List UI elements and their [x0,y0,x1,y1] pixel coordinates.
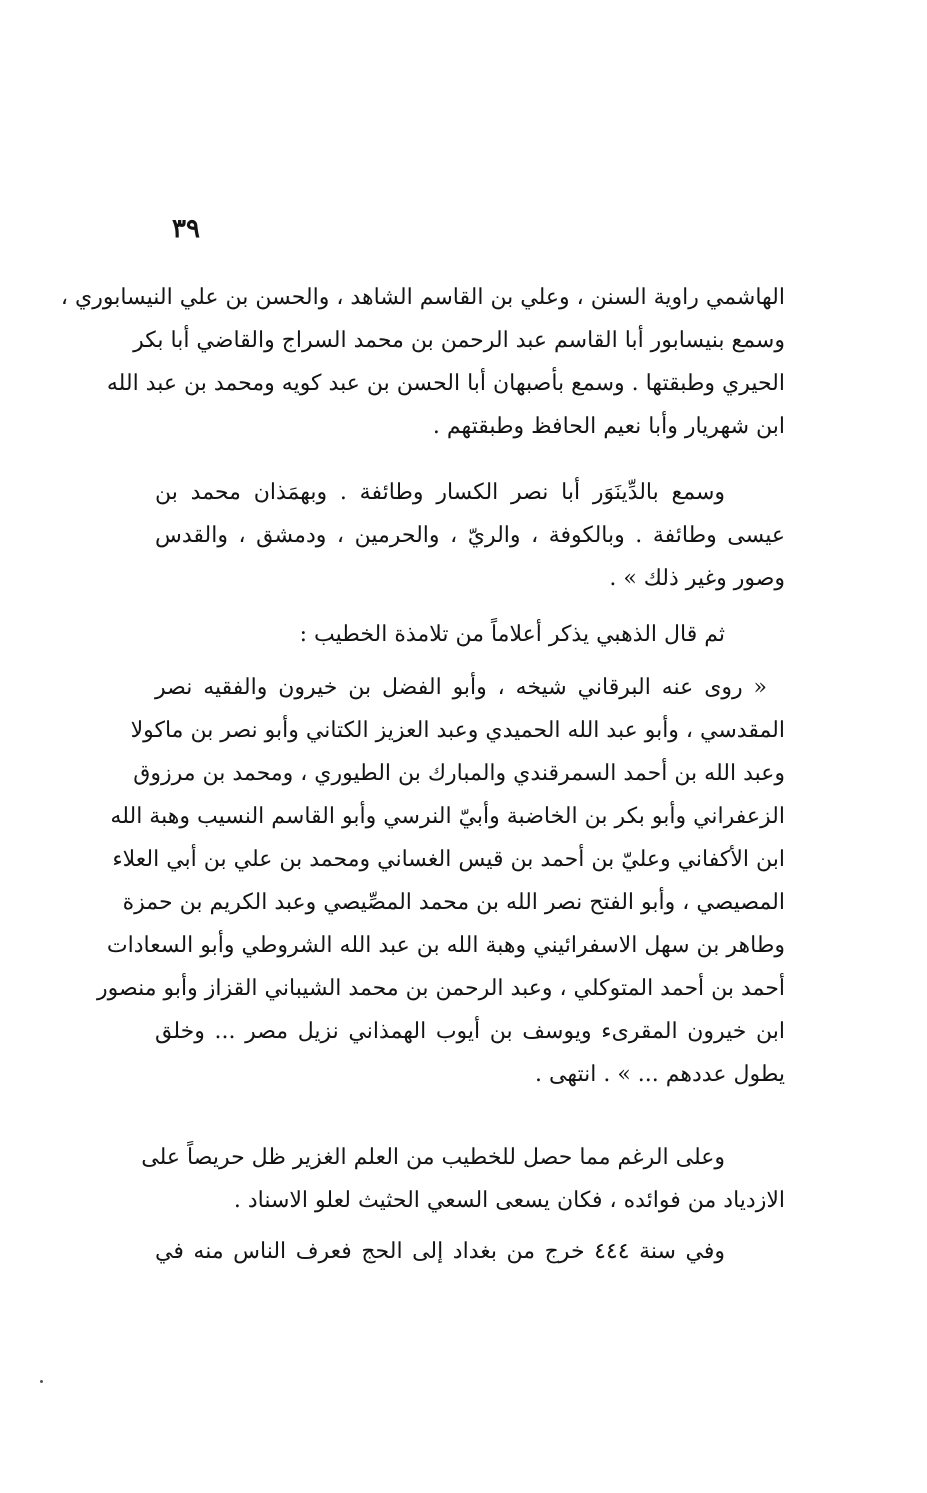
text-line: الازدياد من فوائده ، فكان يسعى السعي الحثيث لعلو الاسناد . [233,1188,785,1213]
text-line: أحمد بن أحمد المتوكلي ، وعبد الرحمن بن محمد الشيباني القزاز وأبو منصور [97,976,785,1001]
text-line: ثم قال الذهبي يذكر أعلاماً من تلامذة الخطيب : [299,622,725,647]
scan-speck [40,1380,43,1383]
text-line: وعلى الرغم مما حصل للخطيب من العلم الغزير ظل حريصاً على [141,1145,725,1170]
paragraph-5 [141,1136,785,1222]
text-line: ابن الأكفاني وعليّ بن أحمد بن قيس الغساني ومحمد بن علي بن أبي العلاء [112,847,785,872]
text-line: الهاشمي راوية السنن ، وعلي بن القاسم الشاهد ، والحسن بن علي النيسابوري ، [60,285,785,310]
text-line: ابن خيرون المقرىء ويوسف بن أيوب الهمذاني نزيل مصر ... وخلق [155,1019,785,1044]
text-line: وصور وغير ذلك » . [609,566,785,591]
text-line: وطاهر بن سهل الاسفرائيني وهبة الله بن عبد الله الشروطي وأبو السعادات [106,933,785,958]
text-line: المصيصي ، وأبو الفتح نصر الله بن محمد المصِّيصي وعبد الكريم بن حمزة [122,890,785,915]
text-line: وفي سنة ٤٤٤ خرج من بغداد إلى الحج فعرف الناس منه في [155,1239,725,1264]
text-line: وعبد الله بن أحمد السمرقندي والمبارك بن الطيوري ، ومحمد بن مرزوق [133,761,785,786]
text-line: ابن شهريار وأبا نعيم الحافظ وطبقتهم . [432,414,785,439]
text-line: وسمع بالدِّينَوَر أبا نصر الكسار وطائفة . وبهمَذان محمد بن [155,480,725,505]
paragraph-6 [155,1230,785,1273]
paragraph-3 [155,613,785,656]
text-line: الحيري وطبقتها . وسمع بأصبهان أبا الحسن بن عبد كويه ومحمد بن عبد الله [106,371,785,396]
text-line: وسمع بنيسابور أبا القاسم عبد الرحمن بن محمد السراج والقاضي أبا بكر [133,328,785,353]
paragraph-1 [60,276,785,448]
text-line: المقدسي ، وأبو عبد الله الحميدي وعبد العزيز الكتاني وأبو نصر بن ماكولا [130,718,785,743]
text-line: يطول عددهم ... » . انتهى . [535,1062,785,1087]
page-number: ٣٩ [172,214,200,244]
paragraph-2 [155,471,785,600]
text-line: الزعفراني وأبو بكر بن الخاضبة وأبيّ النرسي وأبو القاسم النسيب وهبة الله [110,804,785,829]
paragraph-4 [97,666,785,1096]
text-line: عيسى وطائفة . وبالكوفة ، والريّ ، والحرمين ، ودمشق ، والقدس [155,523,785,548]
text-line: « روى عنه البرقاني شيخه ، وأبو الفضل بن خيرون والفقيه نصر [155,675,767,700]
